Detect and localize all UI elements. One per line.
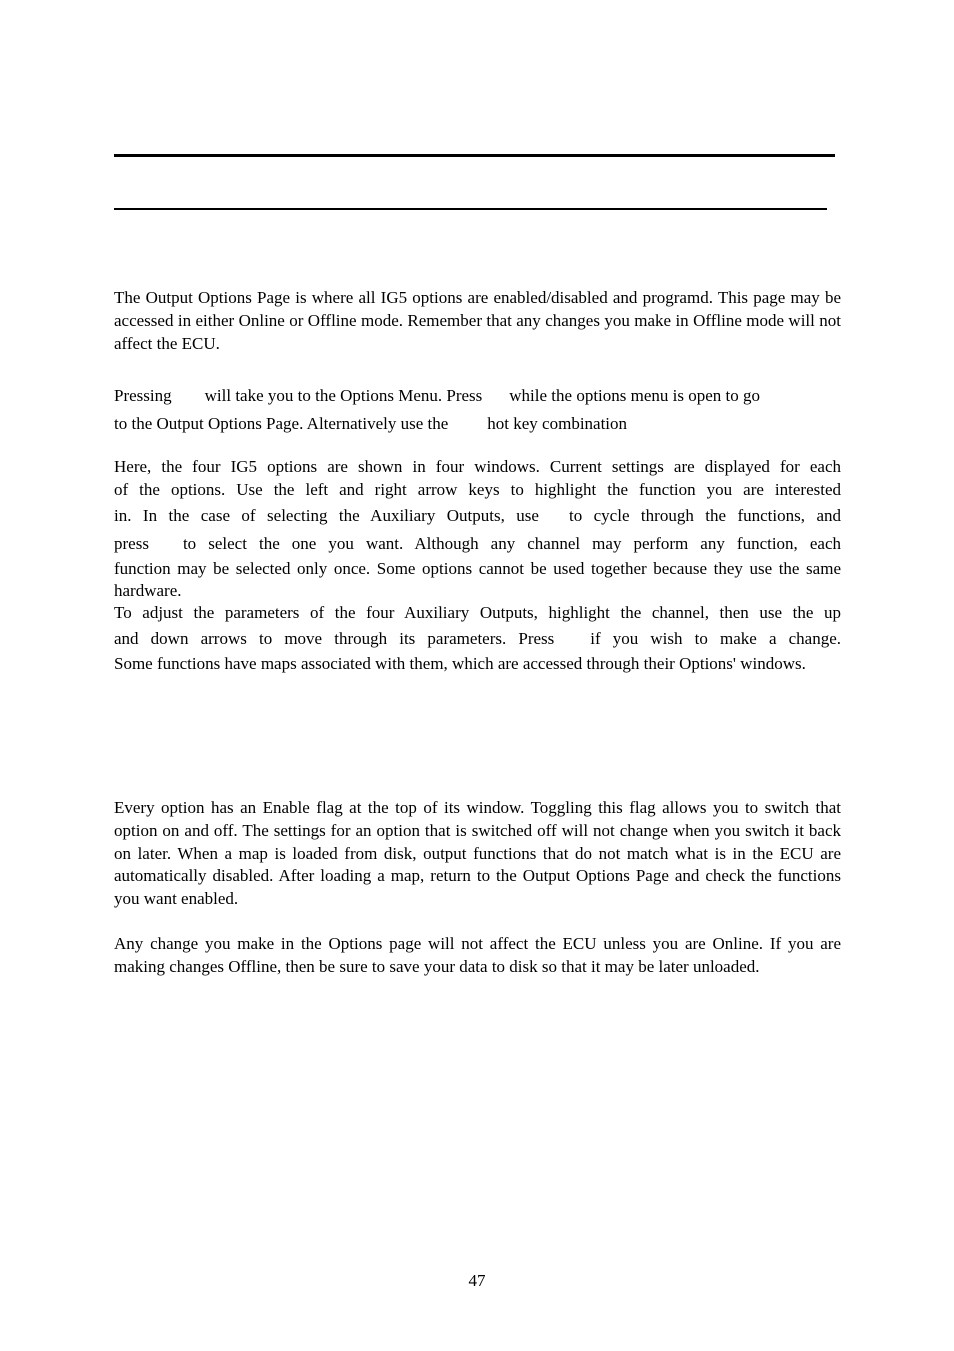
paragraph-enable-flag: Every option has an Enable flag at the top of its window. Toggling this flag allows you to switch that option on and off. The settings for an option that is switched off will not change when you switch it back on later. When a map is loaded from disk, output functions that do not match what is in the ECU are automatically disabled. After loading a map, return to the Output Options Page and check the functions you want enabled. (114, 798, 841, 909)
paragraph-windows: Here, the four IG5 options are shown in four windows. Current settings are displayed for each of the options. Use the left and right arrow keys to highlight the function you are interested in. In the case of selecting the Auxiliary Outputs, use to cycle through the functions, and press to select the one you want. Although any channel may perform any function, each function may be selected only once. Some options cannot be used together because they use the same hardware. (114, 457, 841, 601)
paragraph-aux-outputs: To adjust the parameters of the four Auxiliary Outputs, highlight the channel, then use the up and down arrows to move through its parameters. Press if you wish to make a change. Some functions have maps associated with them, which are accessed through their Options' windows. (114, 603, 842, 673)
paragraph-navigation-line-2: to the Output Options Page. Alternatively use the hot key combination (114, 414, 628, 433)
paragraph-offline-save: Any change you make in the Options page will not affect the ECU unless you are Online. If you are making changes Offline, then be sure to save your data to disk so that it may be later unloaded. (114, 934, 841, 976)
page-number: 47 (468, 1271, 486, 1290)
header-rule-top (114, 154, 835, 157)
header-rule-bottom (114, 208, 827, 210)
paragraph-intro: The Output Options Page is where all IG5 options are enabled/disabled and programd. This page may be accessed in either Online or Offline mode. Remember that any changes you make in Offline mode will not affect the ECU. (114, 288, 841, 353)
paragraph-navigation-line-1: Pressing will take you to the Options Menu. Press while the options menu is open to go (114, 386, 761, 405)
paragraph-navigation (114, 382, 841, 438)
